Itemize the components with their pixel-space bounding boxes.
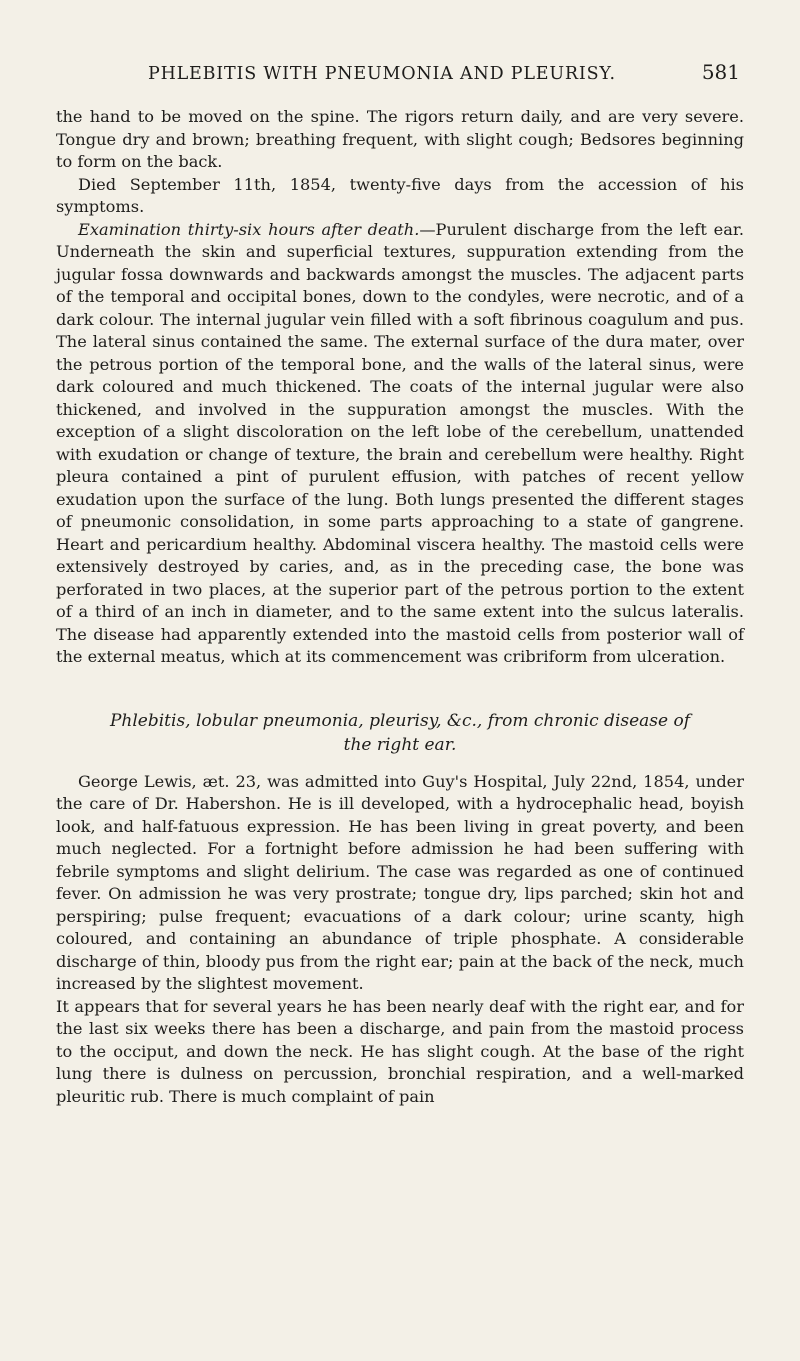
examination-lead: Examination thirty-six hours after death. [78,219,420,239]
paragraph: the hand to be moved on the spine. The rigors return daily, and are very severe. Tongue dry and brown; breathing frequent, with slight cough; Bedsores beginning to form on the back. [56,107,744,171]
case-two-text [56,771,744,1109]
page-header [56,60,744,106]
examination-paragraph [56,219,744,669]
paragraph: It appears that for several years he has been nearly deaf with the right ear, and for the last six weeks there has been a discharge, and pain from the mastoid process to the occiput, and down the neck. He has slight cough. At the base of the right lung there is dulness on percussion, bronchial respiration, and a well-marked pleuritic rub. There is much complaint of pain [56,996,744,1106]
page-number: 581 [701,60,740,84]
paragraph: George Lewis, æt. 23, was admitted into Guy's Hospital, July 22nd, 1854, under the care of Dr. Habershon. He is ill developed, with a hydrocephalic head, boyish look, and half-fatuous expression. He has been living in great poverty, and been much neglected. For a fortnight before admission he had been suffering with febrile symptoms and slight delirium. The case was regarded as one of continued fever. On admission he was very prostrate; tongue dry, lips parched; skin hot and perspiring; pulse frequent; evacuations of a dark colour; urine scanty, high coloured, and containing an abundance of triple phosphate. A considerable discharge of thin, bloody pus from the right ear; pain at the back of the neck, much increased by the slightest movement. [56,771,744,993]
case-one-text [56,106,744,669]
running-head: PHLEBITIS WITH PNEUMONIA AND PLEURISY. [148,64,616,84]
examination-body: —Purulent discharge from the left ear. Underneath the skin and superficial textures, suppuration extending from the jugular fossa downwards and backwards amongst the muscles. The adjacent parts of the temporal and occipital bones, down to the condyles, were necrotic, and of a dark colour. The internal jugular vein filled with a soft fibrinous coagulum and pus. The lateral sinus contained the same. The external surface of the dura mater, over the petrous portion of the temporal bone, and the walls of the lateral sinus, were dark coloured and much thickened. The coats of the internal jugular were also thickened, and involved in the suppuration amongst the muscles. With the exception of a slight discoloration on the left lobe of the cerebellum, unattended with exudation or change of texture, the brain and cerebellum were healthy. Right pleura contained a pint of purulent effusion, with patches of recent yellow exudation upon the surface of the lung. Both lungs presented the different stages of pneumonic consolidation, in some parts approaching to a state of gangrene. Heart and pericardium healthy. Abdominal viscera healthy. The mastoid cells were extensively destroyed by caries, and, as in the preceding case, the bone was perforated in two places, at the superior part of the petrous portion to the extent of a third of an inch in diameter, and to the same extent into the sulcus lateralis. The disease had apparently extended into the mastoid cells from posterior wall of the external meatus, which at its commencement was cribriform from ulceration. [56,219,744,666]
paragraph: Died September 11th, 1854, twenty-five days from the accession of his symptoms. [56,174,744,216]
section-heading: Phlebitis, lobular pneumonia, pleurisy, &c., from chronic disease of the right ear. [109,710,691,755]
